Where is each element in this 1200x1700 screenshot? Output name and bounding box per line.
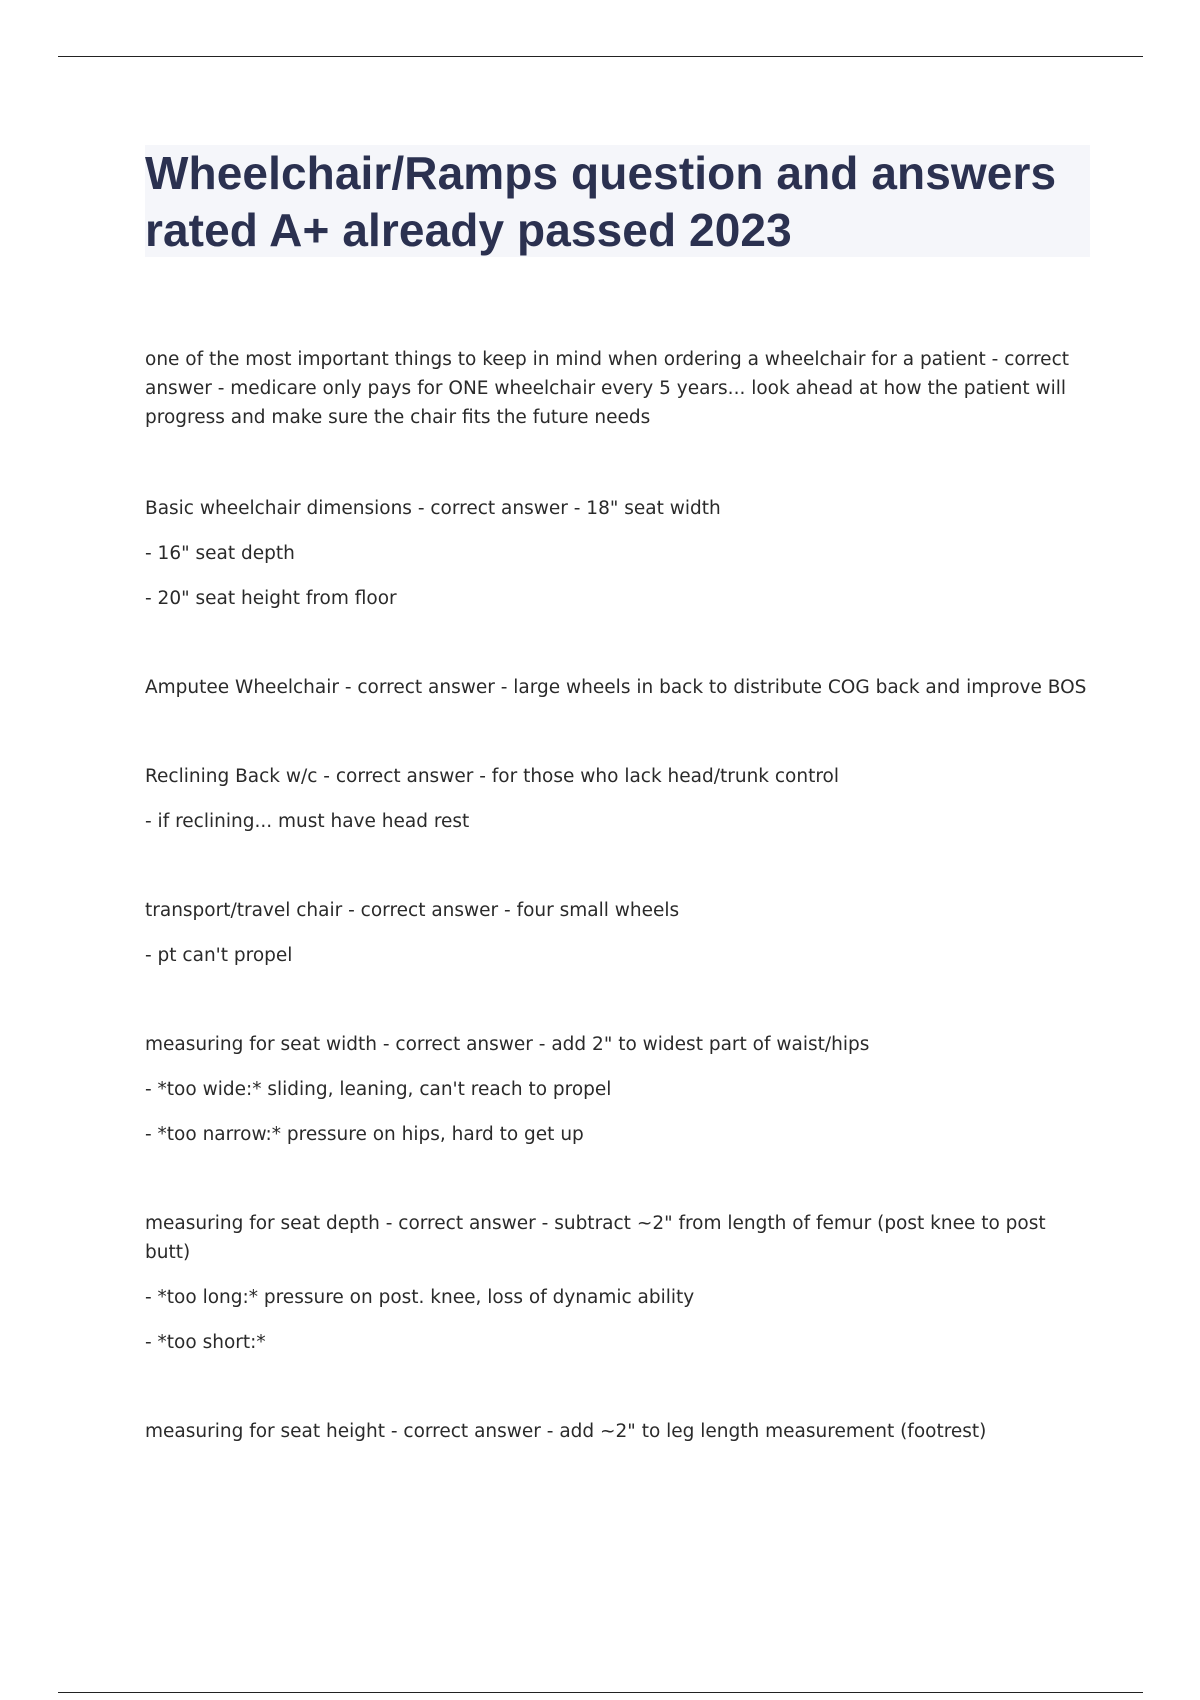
qa-item bbox=[145, 896, 1090, 970]
qa-question: transport/travel chair - correct answer - four small wheels bbox=[145, 900, 680, 921]
qa-detail-line: - *too wide:* sliding, leaning, can't reach to propel bbox=[145, 1079, 612, 1100]
qa-detail-line: - 20" seat height from floor bbox=[145, 588, 397, 609]
title-banner bbox=[145, 145, 1090, 257]
qa-detail-line: - *too narrow:* pressure on hips, hard to get up bbox=[145, 1124, 584, 1145]
qa-detail-line: - if reclining... must have head rest bbox=[145, 811, 470, 832]
qa-item bbox=[145, 673, 1090, 702]
qa-detail-line: - *too long:* pressure on post. knee, loss of dynamic ability bbox=[145, 1287, 695, 1308]
page-title: Wheelchair/Ramps question and answers rated A+ already passed 2023 bbox=[145, 147, 1057, 256]
qa-item bbox=[145, 1417, 1090, 1446]
qa-item bbox=[145, 1030, 1090, 1149]
qa-question: measuring for seat width - correct answer - add 2" to widest part of waist/hips bbox=[145, 1034, 870, 1055]
qa-detail-line: - pt can't propel bbox=[145, 945, 293, 966]
qa-item bbox=[145, 494, 1090, 613]
qa-detail-line: - 16" seat depth bbox=[145, 543, 295, 564]
qa-question: Basic wheelchair dimensions - correct answer - 18" seat width bbox=[145, 498, 721, 519]
qa-question: Amputee Wheelchair - correct answer - large wheels in back to distribute COG back and improve BOS bbox=[145, 677, 1087, 698]
qa-detail-line: - *too short:* bbox=[145, 1332, 266, 1353]
qa-content bbox=[145, 345, 1090, 1446]
qa-question: one of the most important things to keep in mind when ordering a wheelchair for a patient - correct answer - medicare only pays for ONE wheelchair every 5 years... look ahead at how the patient will progress and make sure the chair fits the future needs bbox=[145, 349, 1069, 428]
qa-question: Reclining Back w/c - correct answer - for those who lack head/trunk control bbox=[145, 766, 840, 787]
qa-item bbox=[145, 1209, 1090, 1357]
qa-question: measuring for seat depth - correct answer - subtract ~2" from length of femur (post knee to post butt) bbox=[145, 1213, 1046, 1263]
footer-rule bbox=[58, 1692, 1143, 1693]
header-rule bbox=[58, 56, 1143, 57]
qa-question: measuring for seat height - correct answer - add ~2" to leg length measurement (footrest) bbox=[145, 1421, 987, 1442]
qa-item bbox=[145, 345, 1090, 432]
qa-item bbox=[145, 762, 1090, 836]
